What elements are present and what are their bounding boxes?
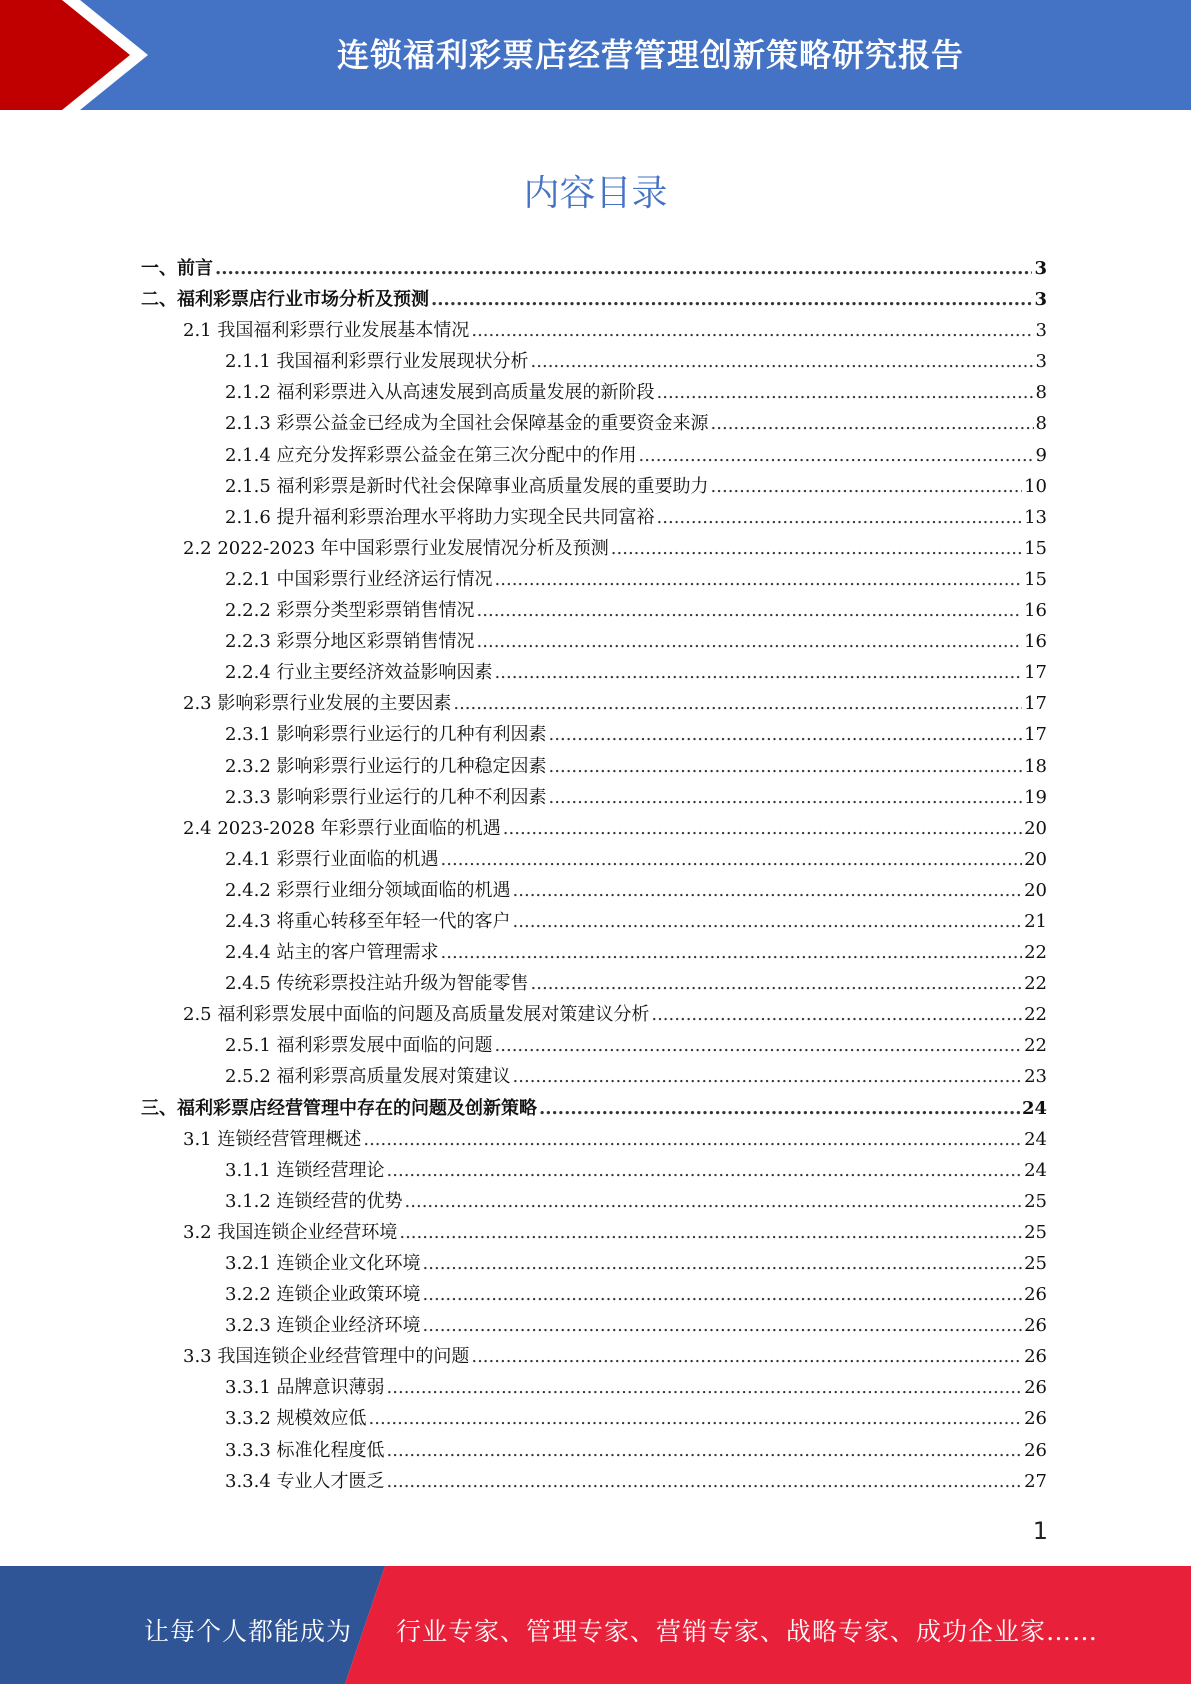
toc-entry-label: 2.5.1 福利彩票发展中面临的问题: [225, 1035, 493, 1057]
toc-dot-leader: [431, 289, 1032, 310]
toc-entry-label: 2.2.1 中国彩票行业经济运行情况: [225, 568, 493, 590]
page-number: 1: [1032, 1517, 1048, 1545]
toc-entry-label: 2.3.3 影响彩票行业运行的几种不利因素: [225, 786, 547, 808]
toc-dot-leader: [657, 382, 1034, 403]
toc-entry-page: 8: [1035, 413, 1047, 435]
toc-entry-page: 22: [1024, 942, 1047, 964]
toc-entry-page: 25: [1024, 1221, 1047, 1243]
toc-dot-leader: [531, 973, 1023, 994]
toc-entry[interactable]: [141, 534, 1047, 565]
toc-entry[interactable]: [141, 503, 1047, 534]
toc-entry-label: 2.1.4 应充分发挥彩票公益金在第三次分配中的作用: [225, 444, 637, 466]
toc-entry[interactable]: [141, 565, 1047, 596]
toc-entry-page: 26: [1024, 1408, 1047, 1430]
toc-dot-leader: [441, 849, 1023, 870]
toc-entry-label: 2.4.3 将重心转移至年轻一代的客户: [225, 910, 511, 932]
toc-entry-page: 17: [1024, 724, 1047, 746]
toc-entry[interactable]: [141, 1373, 1047, 1404]
toc-entry-label: 3.1 连锁经营管理概述: [183, 1128, 362, 1150]
toc-dot-leader: [423, 1315, 1023, 1336]
toc-dot-leader: [513, 911, 1023, 932]
toc-dot-leader: [503, 818, 1022, 839]
toc-entry-label: 2.1.1 我国福利彩票行业发展现状分析: [225, 351, 529, 373]
toc-entry[interactable]: [141, 845, 1047, 876]
toc-entry-page: 22: [1024, 973, 1047, 995]
toc-entry-page: 16: [1024, 631, 1047, 653]
toc-dot-leader: [549, 756, 1023, 777]
toc-entry-label: 2.4.5 传统彩票投注站升级为智能零售: [225, 973, 529, 995]
toc-entry-label: 2.4.2 彩票行业细分领域面临的机遇: [225, 879, 511, 901]
toc-dot-leader: [611, 538, 1022, 559]
toc-dot-leader: [513, 880, 1023, 901]
toc-dot-leader: [495, 569, 1023, 590]
toc-entry-page: 24: [1021, 1097, 1047, 1119]
toc-entry-page: 25: [1024, 1190, 1047, 1212]
toc-entry-page: 15: [1024, 568, 1047, 590]
toc-entry-label: 3.2.3 连锁企业经济环境: [225, 1315, 421, 1337]
toc-entry[interactable]: [141, 409, 1047, 440]
toc-entry-label: 2.3 影响彩票行业发展的主要因素: [183, 693, 452, 715]
toc-entry[interactable]: [141, 596, 1047, 627]
toc-entry-label: 2.4.1 彩票行业面临的机遇: [225, 848, 439, 870]
toc-entry-label: 3.3.2 规模效应低: [225, 1408, 367, 1430]
toc-entry[interactable]: [141, 1280, 1047, 1311]
toc-entry[interactable]: [141, 1187, 1047, 1218]
toc-entry-page: 26: [1024, 1346, 1047, 1368]
toc-entry[interactable]: [141, 472, 1047, 503]
toc-dot-leader: [651, 1004, 1022, 1025]
toc-entry[interactable]: [141, 254, 1047, 285]
toc-dot-leader: [387, 1440, 1023, 1461]
toc-entry-label: 2.4.4 站主的客户管理需求: [225, 942, 439, 964]
toc-entry[interactable]: [141, 1218, 1047, 1249]
toc-entry-label: 3.3.1 品牌意识薄弱: [225, 1377, 385, 1399]
toc-entry-page: 26: [1024, 1439, 1047, 1461]
toc-entry-label: 2.5.2 福利彩票高质量发展对策建议: [225, 1066, 511, 1088]
toc-dot-leader: [405, 1191, 1023, 1212]
toc-dot-leader: [639, 445, 1034, 466]
toc-entry-page: 17: [1024, 662, 1047, 684]
toc-entry-page: 22: [1024, 1004, 1047, 1026]
toc-entry[interactable]: [141, 752, 1047, 783]
footer-band: [0, 1566, 1191, 1684]
toc-entry[interactable]: [141, 1156, 1047, 1187]
header-band: [0, 0, 1191, 110]
toc-entry[interactable]: [141, 378, 1047, 409]
toc-entry[interactable]: [141, 1311, 1047, 1342]
toc-entry[interactable]: [141, 689, 1047, 720]
toc-entry[interactable]: [141, 285, 1047, 316]
toc-entry-page: 24: [1024, 1159, 1047, 1181]
toc-entry-page: 13: [1024, 506, 1047, 528]
toc-entry-label: 2.2.2 彩票分类型彩票销售情况: [225, 600, 475, 622]
footer-slogan-right: 行业专家、管理专家、营销专家、战略专家、成功企业家……: [396, 1617, 1099, 1646]
toc-dot-leader: [453, 693, 1022, 714]
footer-slogan-left: 让每个人都能成为: [144, 1617, 353, 1646]
toc-entry-label: 一、前言: [141, 258, 213, 279]
toc-entry-label: 3.2.1 连锁企业文化环境: [225, 1253, 421, 1274]
toc-entry[interactable]: [141, 1031, 1047, 1062]
toc-entry-page: 20: [1024, 879, 1047, 901]
toc-entry[interactable]: [141, 316, 1047, 347]
toc-entry-label: 3.3 我国连锁企业经营管理中的问题: [183, 1346, 470, 1368]
toc-entry-label: 2.3.2 影响彩票行业运行的几种稳定因素: [225, 755, 547, 777]
toc-entry[interactable]: [141, 876, 1047, 907]
toc-entry-page: 10: [1024, 475, 1047, 497]
toc-dot-leader: [513, 1066, 1023, 1087]
toc-dot-leader: [539, 1098, 1020, 1119]
toc-dot-leader: [387, 1160, 1023, 1181]
toc-entry-page: 16: [1024, 600, 1047, 622]
toc-dot-leader: [495, 1035, 1023, 1056]
toc-dot-leader: [471, 320, 1033, 341]
toc-entry[interactable]: [141, 720, 1047, 751]
toc-entry-label: 2.2.3 彩票分地区彩票销售情况: [225, 631, 475, 653]
toc-entry-label: 二、福利彩票店行业市场分析及预测: [141, 289, 429, 311]
toc-entry[interactable]: [141, 783, 1047, 814]
toc-entry-label: 3.1.1 连锁经营理论: [225, 1159, 385, 1181]
toc-entry-page: 25: [1024, 1253, 1047, 1274]
toc-entry[interactable]: [141, 441, 1047, 472]
toc-entry-label: 2.1.5 福利彩票是新时代社会保障事业高质量发展的重要助力: [225, 475, 709, 497]
toc-entry-page: 3: [1035, 351, 1047, 373]
toc-heading: 内容目录: [523, 173, 668, 214]
toc-dot-leader: [495, 662, 1023, 683]
toc-dot-leader: [369, 1408, 1023, 1429]
toc-entry-label: 三、福利彩票店经营管理中存在的问题及创新策略: [141, 1097, 537, 1119]
toc-entry-page: 26: [1024, 1315, 1047, 1337]
toc-entry-label: 2.4 2023-2028 年彩票行业面临的机遇: [183, 817, 501, 839]
toc-entry[interactable]: [141, 1062, 1047, 1093]
toc-dot-leader: [399, 1222, 1022, 1243]
toc-entry[interactable]: [141, 1125, 1047, 1156]
toc-dot-leader: [711, 476, 1023, 497]
toc-entry-page: 9: [1035, 444, 1047, 466]
toc-entry-label: 3.1.2 连锁经营的优势: [225, 1190, 403, 1212]
header-chevron-icon: [0, 0, 160, 110]
toc-entry-page: 20: [1024, 817, 1047, 839]
toc-dot-leader: [215, 258, 1032, 279]
toc-entry[interactable]: [141, 347, 1047, 378]
toc-dot-leader: [387, 1377, 1023, 1398]
toc-entry-page: 3: [1035, 320, 1047, 342]
toc-dot-leader: [531, 351, 1034, 372]
toc-dot-leader: [423, 1253, 1023, 1274]
toc-entry-page: 3: [1034, 289, 1047, 311]
toc-entry-page: 27: [1024, 1470, 1047, 1492]
toc-entry-label: 3.3.3 标准化程度低: [225, 1439, 385, 1461]
toc-entry[interactable]: [141, 1342, 1047, 1373]
toc-entry[interactable]: [141, 1094, 1047, 1125]
toc-entry[interactable]: [141, 658, 1047, 689]
toc-dot-leader: [387, 1471, 1023, 1492]
toc-entry-page: 8: [1035, 382, 1047, 404]
toc-entry-page: 18: [1024, 755, 1047, 777]
toc-entry-label: 2.2.4 行业主要经济效益影响因素: [225, 662, 493, 684]
toc-entry[interactable]: [141, 938, 1047, 969]
toc-entry-page: 26: [1024, 1284, 1047, 1306]
toc-dot-leader: [363, 1129, 1022, 1150]
toc-entry[interactable]: [141, 907, 1047, 938]
toc-entry[interactable]: [141, 1436, 1047, 1467]
toc-entry-label: 2.5 福利彩票发展中面临的问题及高质量发展对策建议分析: [183, 1004, 650, 1026]
toc-entry[interactable]: [141, 1249, 1047, 1280]
toc-entry-page: 19: [1024, 786, 1047, 808]
toc-entry-label: 3.2.2 连锁企业政策环境: [225, 1284, 421, 1306]
toc-entry-label: 2.1 我国福利彩票行业发展基本情况: [183, 320, 470, 342]
toc-entry-label: 2.2 2022-2023 年中国彩票行业发展情况分析及预测: [183, 537, 609, 559]
toc-entry-page: 21: [1024, 910, 1047, 932]
toc-entry[interactable]: [141, 969, 1047, 1000]
toc-entry[interactable]: [141, 1467, 1047, 1498]
toc-entry[interactable]: [141, 814, 1047, 845]
toc-entry-page: 15: [1024, 537, 1047, 559]
toc-entry[interactable]: [141, 1000, 1047, 1031]
toc-entry-label: 2.1.3 彩票公益金已经成为全国社会保障基金的重要资金来源: [225, 413, 709, 435]
toc-entry-page: 24: [1024, 1128, 1047, 1150]
toc-dot-leader: [711, 413, 1034, 434]
toc-dot-leader: [657, 507, 1023, 528]
toc-entry-page: 20: [1024, 848, 1047, 870]
toc-entry-page: 17: [1024, 693, 1047, 715]
table-of-contents: [141, 254, 1047, 1498]
toc-dot-leader: [549, 724, 1023, 745]
toc-entry-page: 22: [1024, 1035, 1047, 1057]
document-title: 连锁福利彩票店经营管理创新策略研究报告: [336, 36, 964, 74]
toc-entry-label: 2.3.1 影响彩票行业运行的几种有利因素: [225, 724, 547, 746]
toc-entry-label: 3.2 我国连锁企业经营环境: [183, 1221, 398, 1243]
toc-dot-leader: [477, 600, 1023, 621]
toc-dot-leader: [477, 631, 1023, 652]
toc-dot-leader: [441, 942, 1023, 963]
toc-dot-leader: [423, 1284, 1023, 1305]
toc-entry[interactable]: [141, 627, 1047, 658]
toc-entry-page: 3: [1034, 258, 1047, 279]
toc-entry[interactable]: [141, 1404, 1047, 1435]
toc-entry-label: 2.1.6 提升福利彩票治理水平将助力实现全民共同富裕: [225, 506, 655, 528]
toc-dot-leader: [471, 1346, 1022, 1367]
toc-entry-label: 3.3.4 专业人才匮乏: [225, 1470, 385, 1492]
toc-entry-page: 26: [1024, 1377, 1047, 1399]
toc-dot-leader: [549, 787, 1023, 808]
toc-entry-page: 23: [1024, 1066, 1047, 1088]
toc-entry-label: 2.1.2 福利彩票进入从高速发展到高质量发展的新阶段: [225, 382, 655, 404]
